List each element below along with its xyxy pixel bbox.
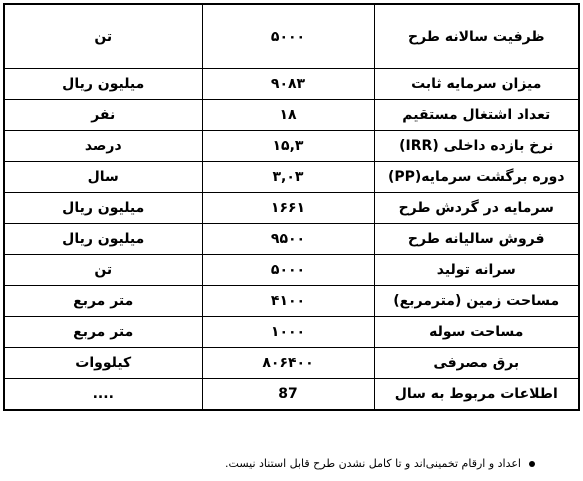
- row-value: ۱۰۰۰: [202, 317, 374, 348]
- row-label: تعداد اشتغال مستقیم: [374, 100, 579, 131]
- table-row: [4, 162, 579, 193]
- row-value: ۹۰۸۳: [202, 69, 374, 100]
- row-unit: متر مربع: [4, 286, 202, 317]
- table-row: [4, 100, 579, 131]
- table-row: [4, 348, 579, 379]
- row-unit: درصد: [4, 131, 202, 162]
- table-row: [4, 379, 579, 411]
- table-row: [4, 224, 579, 255]
- row-label: اطلاعات مربوط به سال: [374, 379, 579, 411]
- row-label: میزان سرمایه ثابت: [374, 69, 579, 100]
- row-label: مساحت زمین (مترمربع): [374, 286, 579, 317]
- row-unit: سال: [4, 162, 202, 193]
- row-value: ۵۰۰۰: [202, 255, 374, 286]
- row-unit: متر مربع: [4, 317, 202, 348]
- row-label: مساحت سوله: [374, 317, 579, 348]
- row-value: ۴۱۰۰: [202, 286, 374, 317]
- row-unit: کیلووات: [4, 348, 202, 379]
- table-row: [4, 4, 579, 69]
- footnote: [225, 457, 535, 470]
- row-value: ۸۰۶۴۰۰: [202, 348, 374, 379]
- row-label: ظرفیت سالانه طرح: [374, 4, 579, 69]
- row-label: سرانه تولید: [374, 255, 579, 286]
- row-unit: تن: [4, 4, 202, 69]
- row-unit: ....: [4, 379, 202, 411]
- row-unit: میلیون ریال: [4, 224, 202, 255]
- row-label: فروش سالیانه طرح: [374, 224, 579, 255]
- bullet-icon: [529, 461, 535, 467]
- row-value: ۳,۰۳: [202, 162, 374, 193]
- row-unit: نفر: [4, 100, 202, 131]
- row-value: ۹۵۰۰: [202, 224, 374, 255]
- footnote-text: اعداد و ارقام تخمینی‌اند و تا کامل نشدن طرح قابل استناد نیست.: [225, 457, 521, 470]
- table-row: [4, 317, 579, 348]
- row-unit: میلیون ریال: [4, 69, 202, 100]
- table-row: [4, 193, 579, 224]
- table-row: [4, 69, 579, 100]
- row-label: سرمایه در گردش طرح: [374, 193, 579, 224]
- table-row: [4, 255, 579, 286]
- row-value: ۱۶۶۱: [202, 193, 374, 224]
- row-value: ۱۵,۳: [202, 131, 374, 162]
- row-value: ۱۸: [202, 100, 374, 131]
- row-value: ۵۰۰۰: [202, 4, 374, 69]
- row-unit: میلیون ریال: [4, 193, 202, 224]
- table-row: [4, 131, 579, 162]
- row-label: دوره برگشت سرمایه(PP): [374, 162, 579, 193]
- table-row: [4, 286, 579, 317]
- row-value: 87: [202, 379, 374, 411]
- row-unit: تن: [4, 255, 202, 286]
- row-label: برق مصرفی: [374, 348, 579, 379]
- row-label: نرخ بازده داخلی (IRR): [374, 131, 579, 162]
- project-summary-table: [3, 3, 580, 411]
